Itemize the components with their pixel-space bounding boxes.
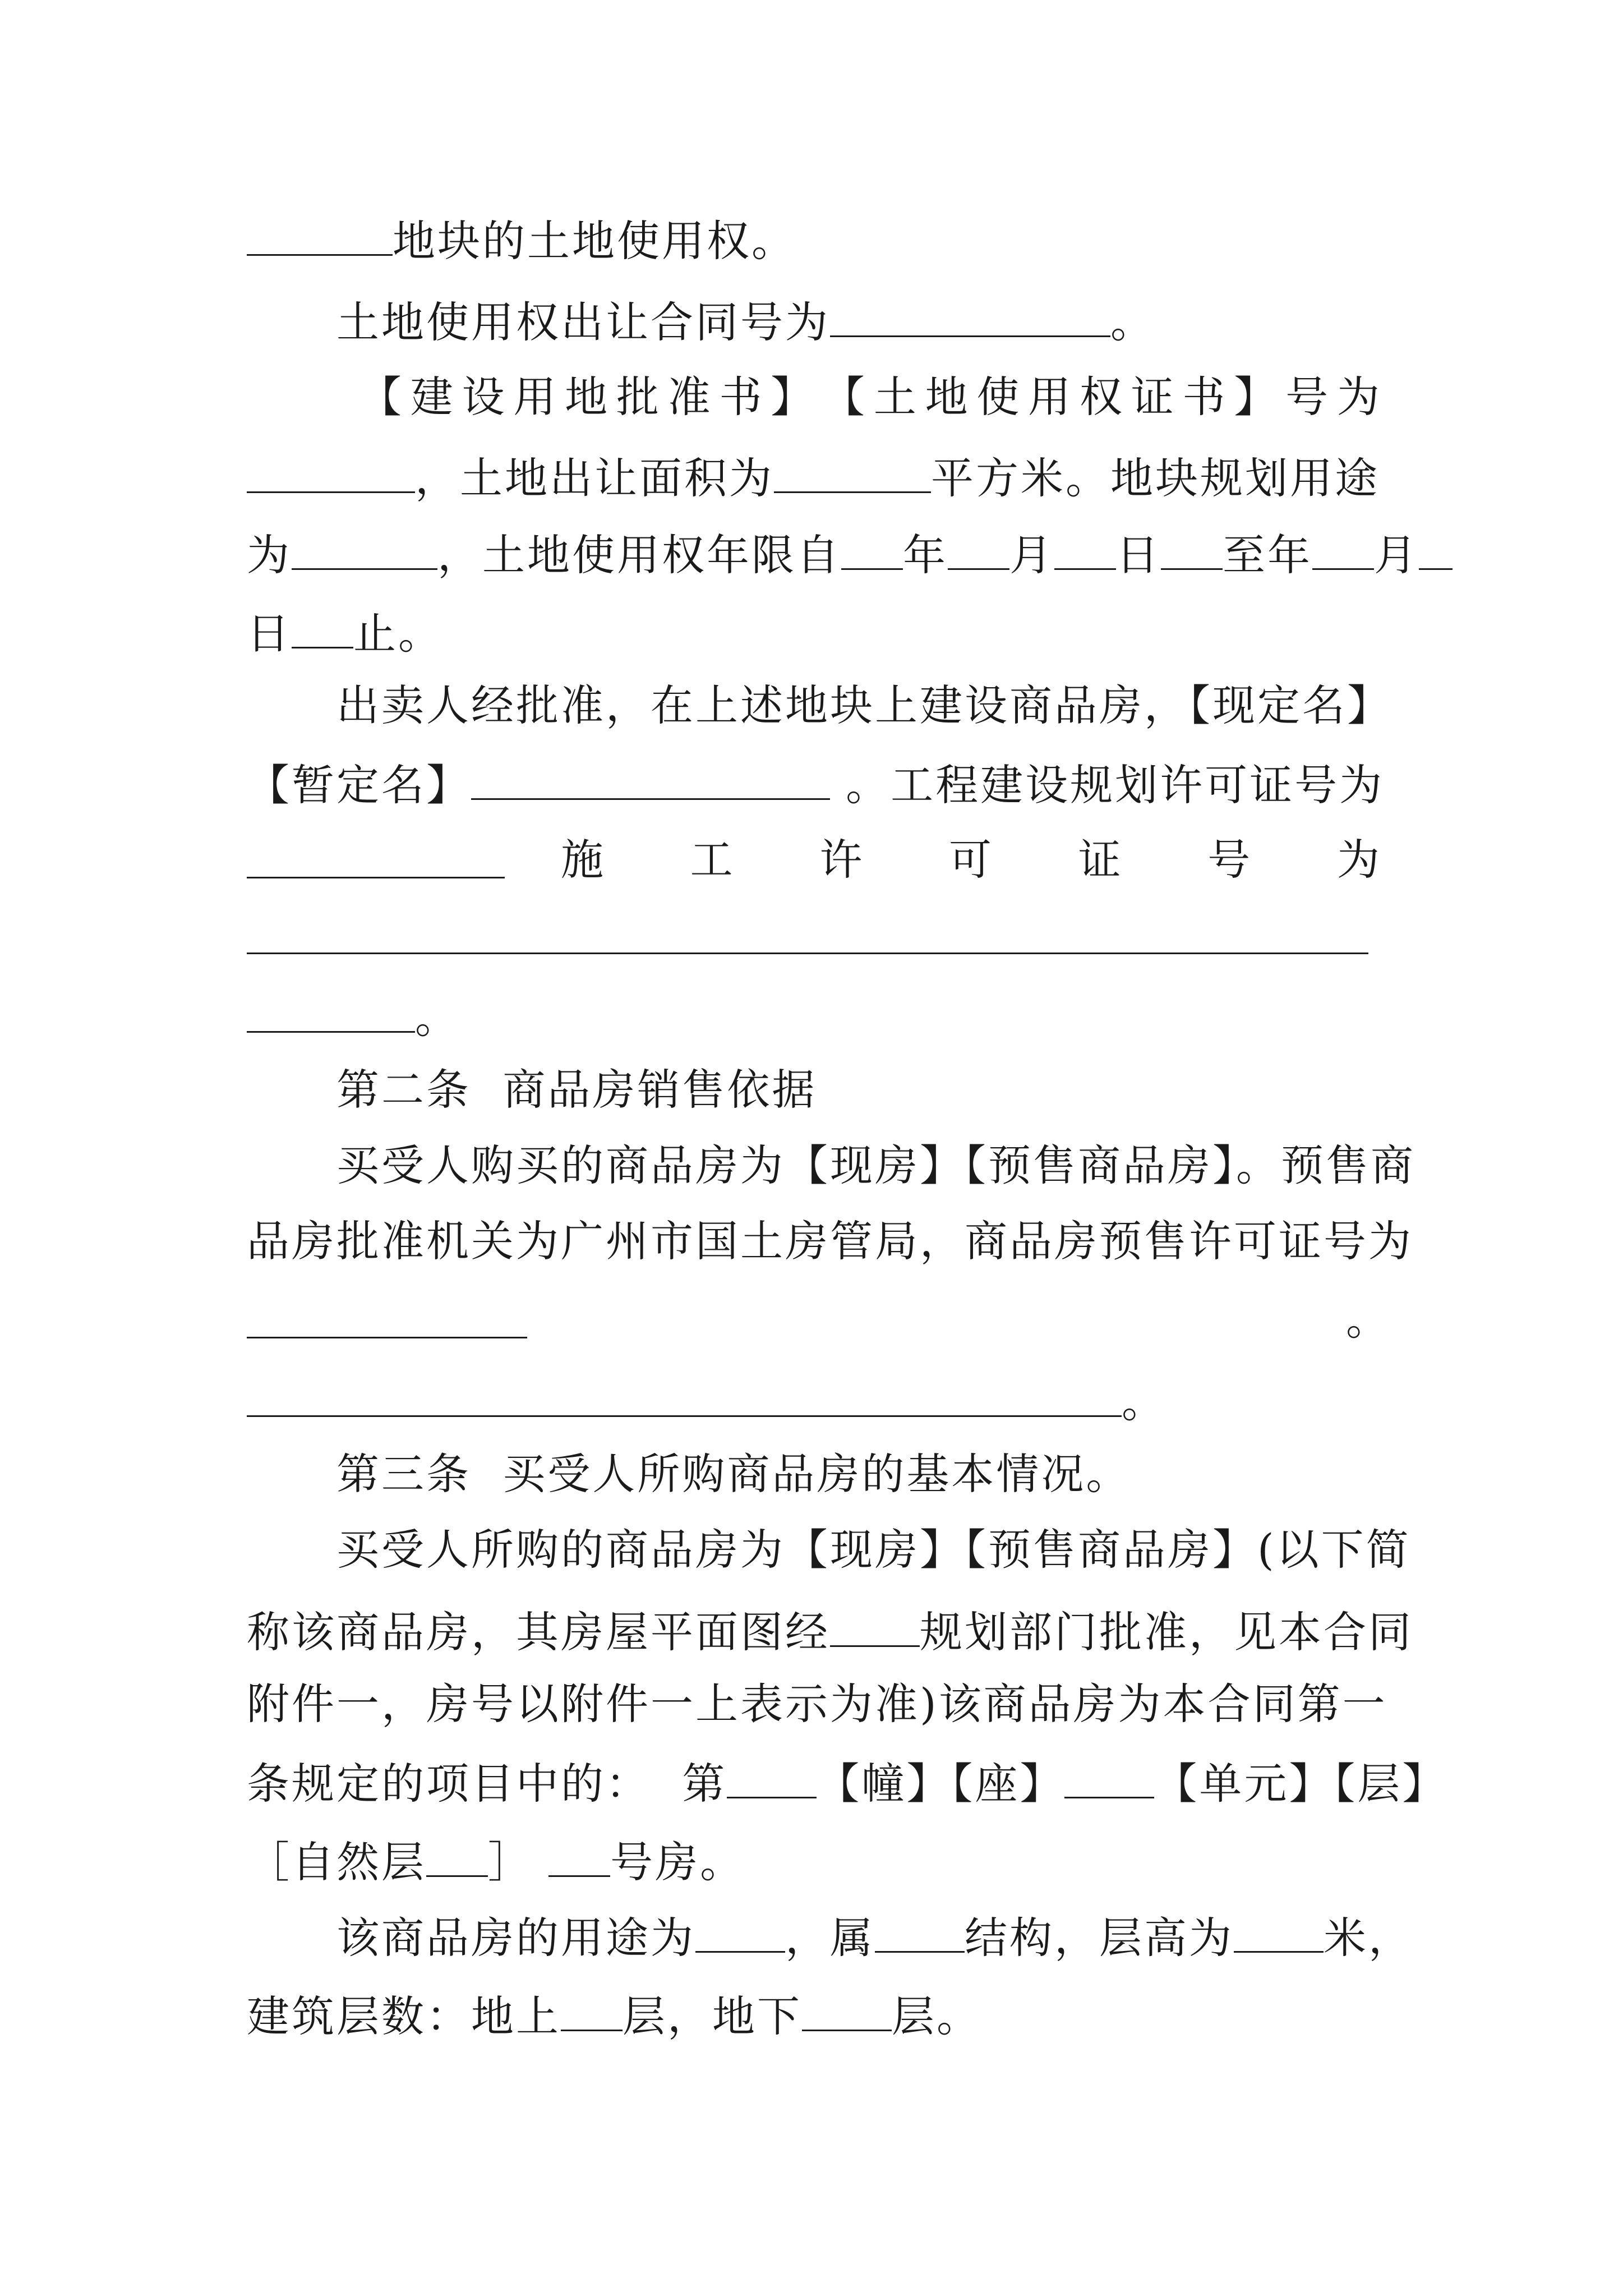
- text: 。工程建设规划许可证号为: [830, 760, 1385, 810]
- blank-field: [1234, 1913, 1324, 1953]
- article-3-line-3: [247, 1679, 1387, 1729]
- char: 书: [1182, 372, 1225, 422]
- text: ，属: [785, 1913, 875, 1963]
- text: 品房批准机关为广州市国土房管局，商品房预售许可证号为: [247, 1216, 1413, 1266]
- blank-field: [1161, 530, 1223, 570]
- char: 】: [771, 372, 814, 422]
- text: 。: [1346, 1295, 1389, 1345]
- blank-field: [875, 1913, 965, 1953]
- char: 土: [873, 372, 916, 422]
- article-3-line-1: [336, 1525, 1411, 1575]
- blank-field: [802, 1991, 892, 2031]
- char: 权: [1079, 372, 1122, 422]
- article-2-line-2: [247, 1216, 1413, 1266]
- text: 条规定的项目中的： 第: [247, 1759, 727, 1809]
- text: 规划部门批准，见本合同: [920, 1607, 1413, 1657]
- text: 日: [1116, 530, 1161, 580]
- text: ，土地使用权年限自: [437, 530, 841, 580]
- line-land-use-right: [247, 216, 796, 266]
- char: 用: [1028, 372, 1071, 422]
- text: 土地使用权出让合同号为: [336, 297, 830, 347]
- text: 米，: [1324, 1913, 1413, 1963]
- text: 。: [1110, 297, 1155, 347]
- article-2-line-3-end: [1346, 1295, 1389, 1345]
- line-planning-permit-blank: [247, 839, 505, 885]
- blank-field: [1064, 1759, 1154, 1798]
- text: 止。: [353, 609, 443, 659]
- char: 为: [1336, 372, 1380, 422]
- blank-field: [841, 530, 903, 570]
- blank-field: [548, 1837, 610, 1877]
- blank-field: [292, 609, 353, 648]
- blank-field: [247, 914, 1368, 954]
- char: 许: [819, 835, 863, 885]
- char: 为: [1336, 835, 1380, 885]
- char: 工: [690, 835, 733, 885]
- line-approval-certificate: [359, 372, 1380, 422]
- text: 第三条 买受人所购商品房的基本情况。: [336, 1449, 1131, 1499]
- text: 该商品房的用途为: [336, 1913, 695, 1963]
- text: 【幢】【座】: [817, 1759, 1065, 1809]
- blank-field: [830, 297, 1110, 337]
- blank-field: [471, 760, 830, 800]
- text: 地块的土地使用权。: [393, 216, 796, 266]
- char: 使: [976, 372, 1020, 422]
- blank-field: [948, 530, 1009, 570]
- article-3-line-2: [247, 1607, 1413, 1657]
- text: ］: [488, 1837, 549, 1887]
- blank-field: [247, 839, 505, 878]
- text: 号房。: [610, 1837, 745, 1887]
- char: 证: [1131, 372, 1174, 422]
- text: 。: [1122, 1377, 1166, 1427]
- blank-field: [1054, 530, 1116, 570]
- article-3-line-5: [247, 1837, 745, 1887]
- char: 书: [719, 372, 762, 422]
- text: 出卖人经批准，在上述地块上建设商品房，【现定名】: [336, 680, 1392, 730]
- text: 买受人所购的商品房为【现房】【预售商品房】(以下简: [336, 1525, 1411, 1575]
- line-seller-approval: [336, 680, 1392, 730]
- text: 【暂定名】: [247, 760, 471, 810]
- text: 日: [247, 609, 292, 659]
- char: 号: [1285, 372, 1329, 422]
- blank-field: [727, 1759, 817, 1798]
- blank-field: [247, 1299, 527, 1338]
- blank-field: [561, 1991, 623, 2031]
- text: 月: [1374, 530, 1419, 580]
- char: 】: [1234, 372, 1277, 422]
- article-3-line-4: [247, 1759, 1447, 1809]
- text: ［自然层: [247, 1837, 426, 1887]
- char: 用: [513, 372, 556, 422]
- article-2-line-3: [247, 1299, 527, 1345]
- line-construction-permit-blank: [247, 914, 1368, 961]
- text: 层。: [892, 1991, 981, 2041]
- line-construction-permit-label: [561, 835, 1380, 885]
- blank-field: [1419, 530, 1453, 570]
- blank-field: [695, 1913, 785, 1953]
- text: 。: [415, 993, 460, 1043]
- char: 【: [359, 372, 402, 422]
- article-2-line-1: [336, 1140, 1415, 1190]
- char: 可: [948, 835, 992, 885]
- article-3-title: [336, 1449, 1131, 1499]
- blank-field: [247, 1377, 1122, 1417]
- text: 附件一，房号以附件一上表示为准)该商品房为本合同第一: [247, 1679, 1387, 1729]
- char: 设: [462, 372, 505, 422]
- article-3-line-7: [247, 1991, 981, 2041]
- line-construction-permit-end: [247, 993, 460, 1043]
- char: 地: [565, 372, 608, 422]
- char: 证: [1078, 835, 1121, 885]
- text: 至年: [1223, 530, 1312, 580]
- text: 平方米。地块规划用途: [931, 453, 1380, 503]
- line-land-area: [247, 453, 1380, 503]
- text: 结构，层高为: [965, 1913, 1234, 1963]
- char: 号: [1207, 835, 1251, 885]
- char: 施: [561, 835, 603, 885]
- char: 地: [925, 372, 968, 422]
- line-land-use-term: [247, 530, 1453, 580]
- text: 层，地下: [623, 1991, 802, 2041]
- article-2-title: [336, 1065, 817, 1115]
- text: 买受人购买的商品房为【现房】【预售商品房】。预售商: [336, 1140, 1415, 1190]
- blank-field: [830, 1607, 920, 1647]
- blank-field: [247, 993, 415, 1033]
- text: 为: [247, 530, 292, 580]
- blank-field: [247, 453, 415, 493]
- char: 建: [410, 372, 453, 422]
- text: ，土地出让面积为: [415, 453, 774, 503]
- char: 【: [822, 372, 865, 422]
- char: 批: [616, 372, 659, 422]
- text: 称该商品房，其房屋平面图经: [247, 1607, 830, 1657]
- article-2-line-4: [247, 1377, 1166, 1427]
- blank-field: [426, 1837, 488, 1877]
- text: 【单元】【层】: [1154, 1759, 1447, 1809]
- line-provisional-name: [247, 760, 1385, 810]
- line-transfer-contract-no: [336, 297, 1155, 347]
- blank-field: [1312, 530, 1374, 570]
- blank-field: [774, 453, 931, 493]
- blank-field: [247, 216, 393, 256]
- char: 准: [667, 372, 711, 422]
- text: 建筑层数：地上: [247, 1991, 561, 2041]
- text: 第二条 商品房销售依据: [336, 1065, 817, 1115]
- line-term-end: [247, 609, 443, 659]
- blank-field: [292, 530, 437, 570]
- text: 年: [903, 530, 948, 580]
- text: 月: [1009, 530, 1054, 580]
- article-3-line-6: [336, 1913, 1413, 1963]
